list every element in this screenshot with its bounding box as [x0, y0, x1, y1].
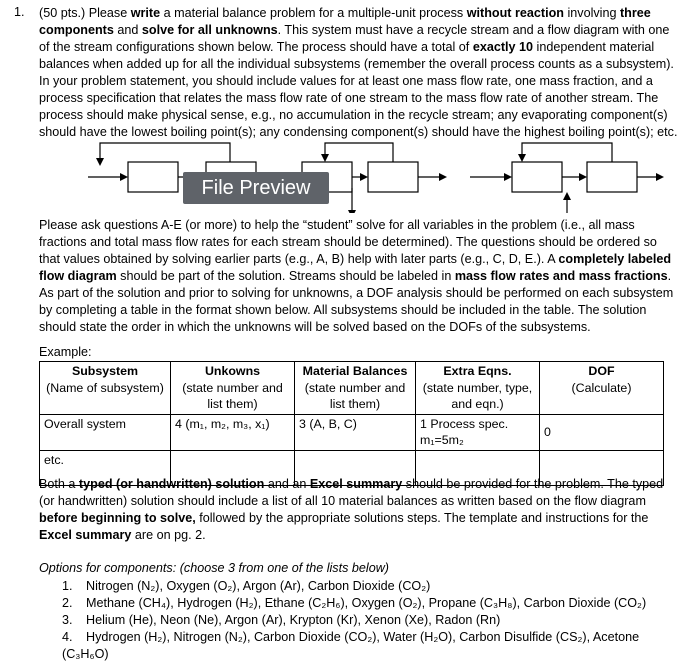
flow-diagrams: [0, 138, 698, 213]
solution-paragraph: Both a typed (or handwritten) solution and an Excel summary should be provided for the problem. The typed (or handwritten) solution should include a list of all 10 material balances as written based on the flow diagram before beginning to solve, followed by the appropriate solutions steps. The template and instructions for the Excel summary are on pg. 2.: [39, 477, 664, 542]
header-extra-eqns: Extra Eqns. (state number, type, and eqn.): [416, 362, 540, 415]
header-unknowns: Unkowns (state number and list them): [171, 362, 295, 415]
problem-number: 1.: [14, 5, 25, 19]
questions-paragraph: Please ask questions A-E (or more) to help the “student” solve for all variables in the problem (i.e., all mass fractions and total mass flow rates for each stream should be determined). The questions should be ordered so that values obtained by solving earlier parts (e.g., A, B) help with later parts (e.g., C, D, E.). A completely labeled flow diagram should be part of the solution. Streams should be labeled in mass flow rates and mass fractions. As part of the solution and prior to solving for unknowns, a DOF analysis should be performed on each subsystem by completing a table in the format shown below. All subsystems should be included in the table. The solution should state the order in which the unknowns will be solved based on the DOFs of the subsystems.: [39, 218, 674, 334]
file-preview-overlay[interactable]: File Preview: [183, 172, 329, 204]
list-item: 4. Hydrogen (H₂), Nitrogen (N₂), Carbon Dioxide (CO₂), Water (H₂O), Carbon Disulfide (CS₂), Acetone (C₃H₆O): [62, 630, 640, 661]
cell-dof: 0: [540, 414, 664, 450]
header-subsystem: Subsystem (Name of subsystem): [40, 362, 171, 415]
cell-unknowns: 4 (m₁, m₂, m₃, x₁): [171, 414, 295, 450]
cell-subsystem: Overall system: [40, 414, 171, 450]
options-list: [62, 578, 682, 663]
list-item: 2. Methane (CH₄), Hydrogen (H₂), Ethane (C₂H₆), Oxygen (O₂), Propane (C₃H₈), Carbon Dioxide (CO₂): [62, 596, 647, 610]
list-item: 3. Helium (He), Neon (Ne), Argon (Ar), Krypton (Kr), Xenon (Xe), Radon (Rn): [62, 613, 501, 627]
example-label: Example:: [39, 345, 92, 359]
cell-balances: 3 (A, B, C): [295, 414, 416, 450]
table-header-row: [40, 362, 664, 415]
options-heading: Options for components: (choose 3 from one of the lists below): [39, 561, 389, 575]
cell-etc: etc.: [40, 450, 171, 485]
header-balances: Material Balances (state number and list them): [295, 362, 416, 415]
header-dof: DOF (Calculate): [540, 362, 664, 415]
diagram-3: [470, 143, 662, 213]
cell-extra: 1 Process spec. m₁=5m₂: [416, 414, 540, 450]
table-row: [40, 414, 664, 450]
problem-statement: (50 pts.) Please write a material balance problem for a multiple-unit process without reaction involving three components and solve for all unknowns. This system must have a recycle stream and a flow diagram with one of the stream configurations shown below. The process should have a total of exactly 10 independent material balances when added up for all the individual subsystems (remember the overall process counts as a subsystem). In your problem statement, you should include values for at least one mass flow rate, one mass fraction, and a process specification that relates the mass flow rate of one stream to the mass flow rate of another stream. The process should make physical sense, e.g., no accumulation in the recycle stream; any evaporating component(s) should have the lowest boiling point(s); any condensing component(s) should have the highest boiling point(s); etc.: [39, 6, 678, 139]
dof-example-table: [39, 361, 664, 486]
list-item: 1. Nitrogen (N₂), Oxygen (O₂), Argon (Ar), Carbon Dioxide (CO₂): [62, 579, 431, 593]
